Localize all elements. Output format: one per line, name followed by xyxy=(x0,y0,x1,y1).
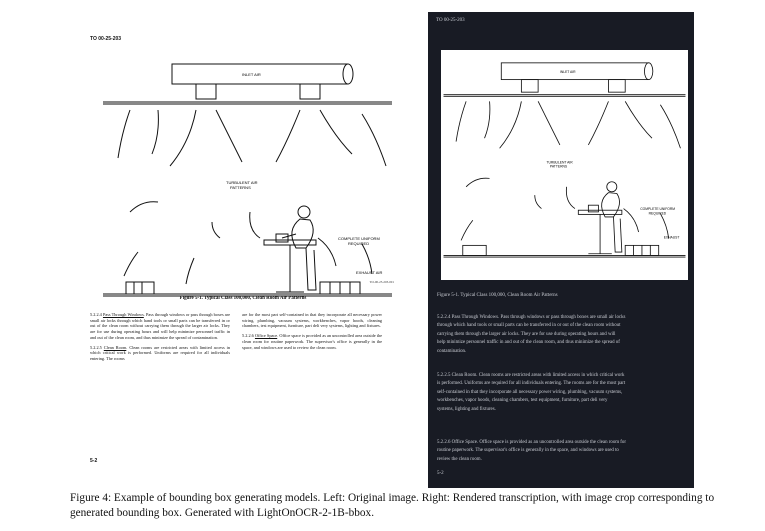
paragraph-5-2-2-6: 5.2.2.6 Office Space. Office space is provided as an uncontrolled area outside the clean room for routine paperwork. The supervisor's office is generally in the space, and windows are used to review the clean room. xyxy=(242,333,383,350)
cropped-figure xyxy=(441,50,688,280)
original-page xyxy=(78,22,408,470)
page-footer: 5-2 xyxy=(90,458,98,464)
image-crop xyxy=(441,50,688,280)
paragraph-5-2-2-5: 5.2.2.5 Clean Room. Clean rooms are restricted areas with limited access in which critical work is performed. Uniforms are required for all individuals entering. The rooms xyxy=(90,344,230,361)
paper-figure-caption: Figure 4: Example of bounding box generating models. Left: Original image. Right: Rendered transcription, with image crop corresponding to generated bounding box. Generated with LightOnOCR-2-1B-bbox. xyxy=(70,492,715,519)
uniform-label-2: REQUIRED xyxy=(348,241,370,246)
inlet-air-label: INLET AIR xyxy=(559,69,576,74)
exhaust-air-label: EXHAUST AIR xyxy=(356,270,383,275)
transcription-header: TO 00-25-203 xyxy=(436,18,465,23)
transcription-paragraph-1: 5.2.2.4 Pass Through Windows. Pass through windows or pass through boxes are small air locks through which hand tools or small parts can be transferred in or out of the clean room without carrying them through the larger air locks. They are for use during operating hours and will help minimize personnel traffic in and out of the clean room, and thus minimize the spread of contamination. xyxy=(437,315,626,354)
page-header: TO 00-25-203 xyxy=(90,36,122,42)
turbulent-air-label-1: TURBULENT AIR xyxy=(546,160,573,165)
transcription-caption: Figure 5-1. Typical Class 100,000, Clean Room Air Patterns xyxy=(437,293,558,298)
exhaust-label: EXHAUST xyxy=(663,235,680,240)
transcription-footer: 5-2 xyxy=(437,471,444,476)
paragraph-5-2-2-4: 5.2.2.4 Pass Through Windows. Pass through windows or pass through boxes are small air locks through which hand tools or small parts can be transferred in or out of the clean room without carrying them through the larger air locks. They are for use during operating hours and will help minimize personnel traffic in and out of the clean room, and thus minimize the spread of contamination. xyxy=(90,312,231,340)
turbulent-air-label-2: PATTERNS xyxy=(549,164,568,169)
uniform-label-1: COMPLETE UNIFORM xyxy=(338,236,380,241)
uniform-label-1: COMPLETE UNIFORM xyxy=(640,207,676,212)
figure-caption: Figure 5-1. Typical Class 100,000, Clean Room Air Patterns xyxy=(179,296,307,301)
transcription-paragraph-2: 5.2.2.5 Clean Room. Clean rooms are restricted areas with limited access in which critical work is performed. Uniforms are required for all individuals entering. The rooms are for the most part self-contained in that they incorporate all necessary power wiring, plumbing, vacuum systems, workbenches, vapor hoods, cleaning chambers, test equipment, furniture, part deli very systems, lighting and fixtures. xyxy=(437,373,626,412)
inlet-air-label: INLET AIR xyxy=(242,72,261,77)
text-column-1 xyxy=(90,312,230,366)
turbulent-air-label-1: TURBULENT AIR xyxy=(226,180,258,185)
figure-number: TO-00-25-203-001 xyxy=(369,280,394,284)
turbulent-air-label-2: PATTERNS xyxy=(230,185,251,190)
uniform-label-2: REQUIRED xyxy=(648,211,667,216)
clean-room-figure xyxy=(100,62,395,310)
text-column-2 xyxy=(242,312,382,354)
rendered-transcription xyxy=(428,12,694,488)
transcription-paragraph-3: 5.2.2.6 Office Space. Office space is provided as an uncontrolled area outside the clean room for routine paperwork. The supervisor's office is generally in the space, and windows are used to review the clean room. xyxy=(437,440,626,462)
paragraph-continued: are for the most part self-contained in that they incorporate all necessary power wiring, plumbing, vacuum systems, workbenches, vapor hoods, cleaning chambers, test equipment, furniture, part deli very systems, lighting and fixtures. xyxy=(242,312,382,329)
